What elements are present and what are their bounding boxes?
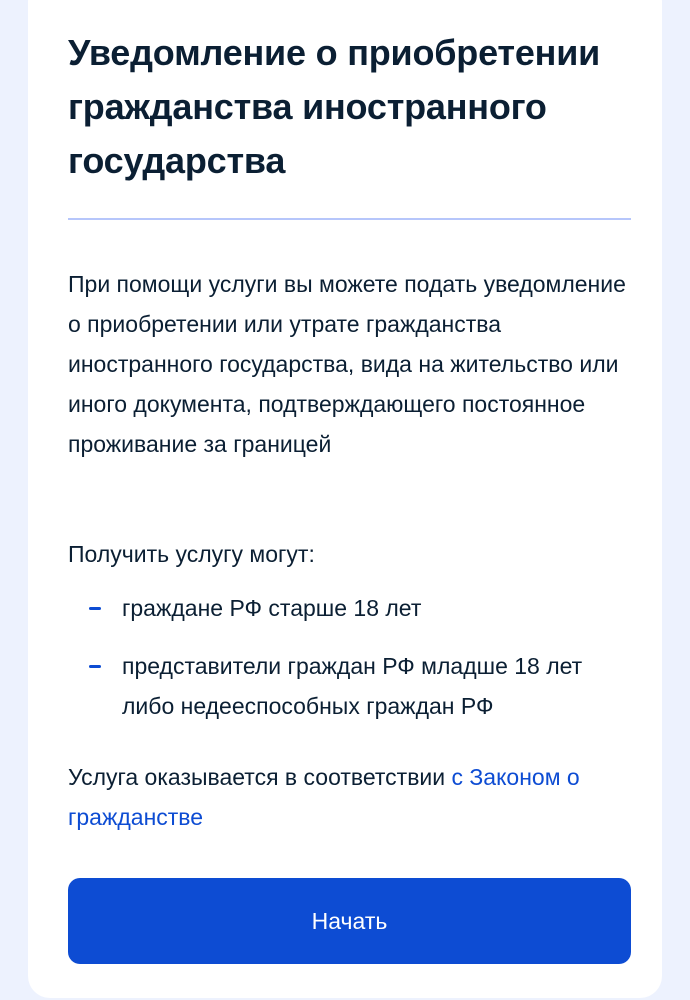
legal-basis-text	[68, 757, 628, 837]
title-divider	[68, 218, 631, 220]
service-description: При помощи услуги вы можете подать уведомление о приобретении или утрате гражданства иностранного государства, вида на жительство или иного документа, подтверждающего постоянное проживание за границей	[68, 271, 626, 457]
dash-bullet-icon	[89, 607, 101, 610]
page-title: Уведомление о приобретении гражданства иностранного государства	[68, 32, 601, 181]
list-item-text: представители граждан РФ младше 18 лет либо недееспособных граждан РФ	[122, 653, 583, 719]
list-item-text: граждане РФ старше 18 лет	[122, 595, 422, 621]
citizenship-law-link[interactable]: с Законом о гражданстве	[68, 764, 580, 830]
dash-bullet-icon	[89, 665, 101, 668]
list-item	[68, 588, 628, 628]
start-button[interactable]: Начать	[68, 878, 631, 964]
eligibility-heading: Получить услугу могут:	[68, 541, 315, 567]
eligibility-list	[68, 588, 628, 744]
list-item	[68, 646, 628, 726]
legal-basis-label: Услуга оказывается в соответствии	[68, 764, 452, 790]
